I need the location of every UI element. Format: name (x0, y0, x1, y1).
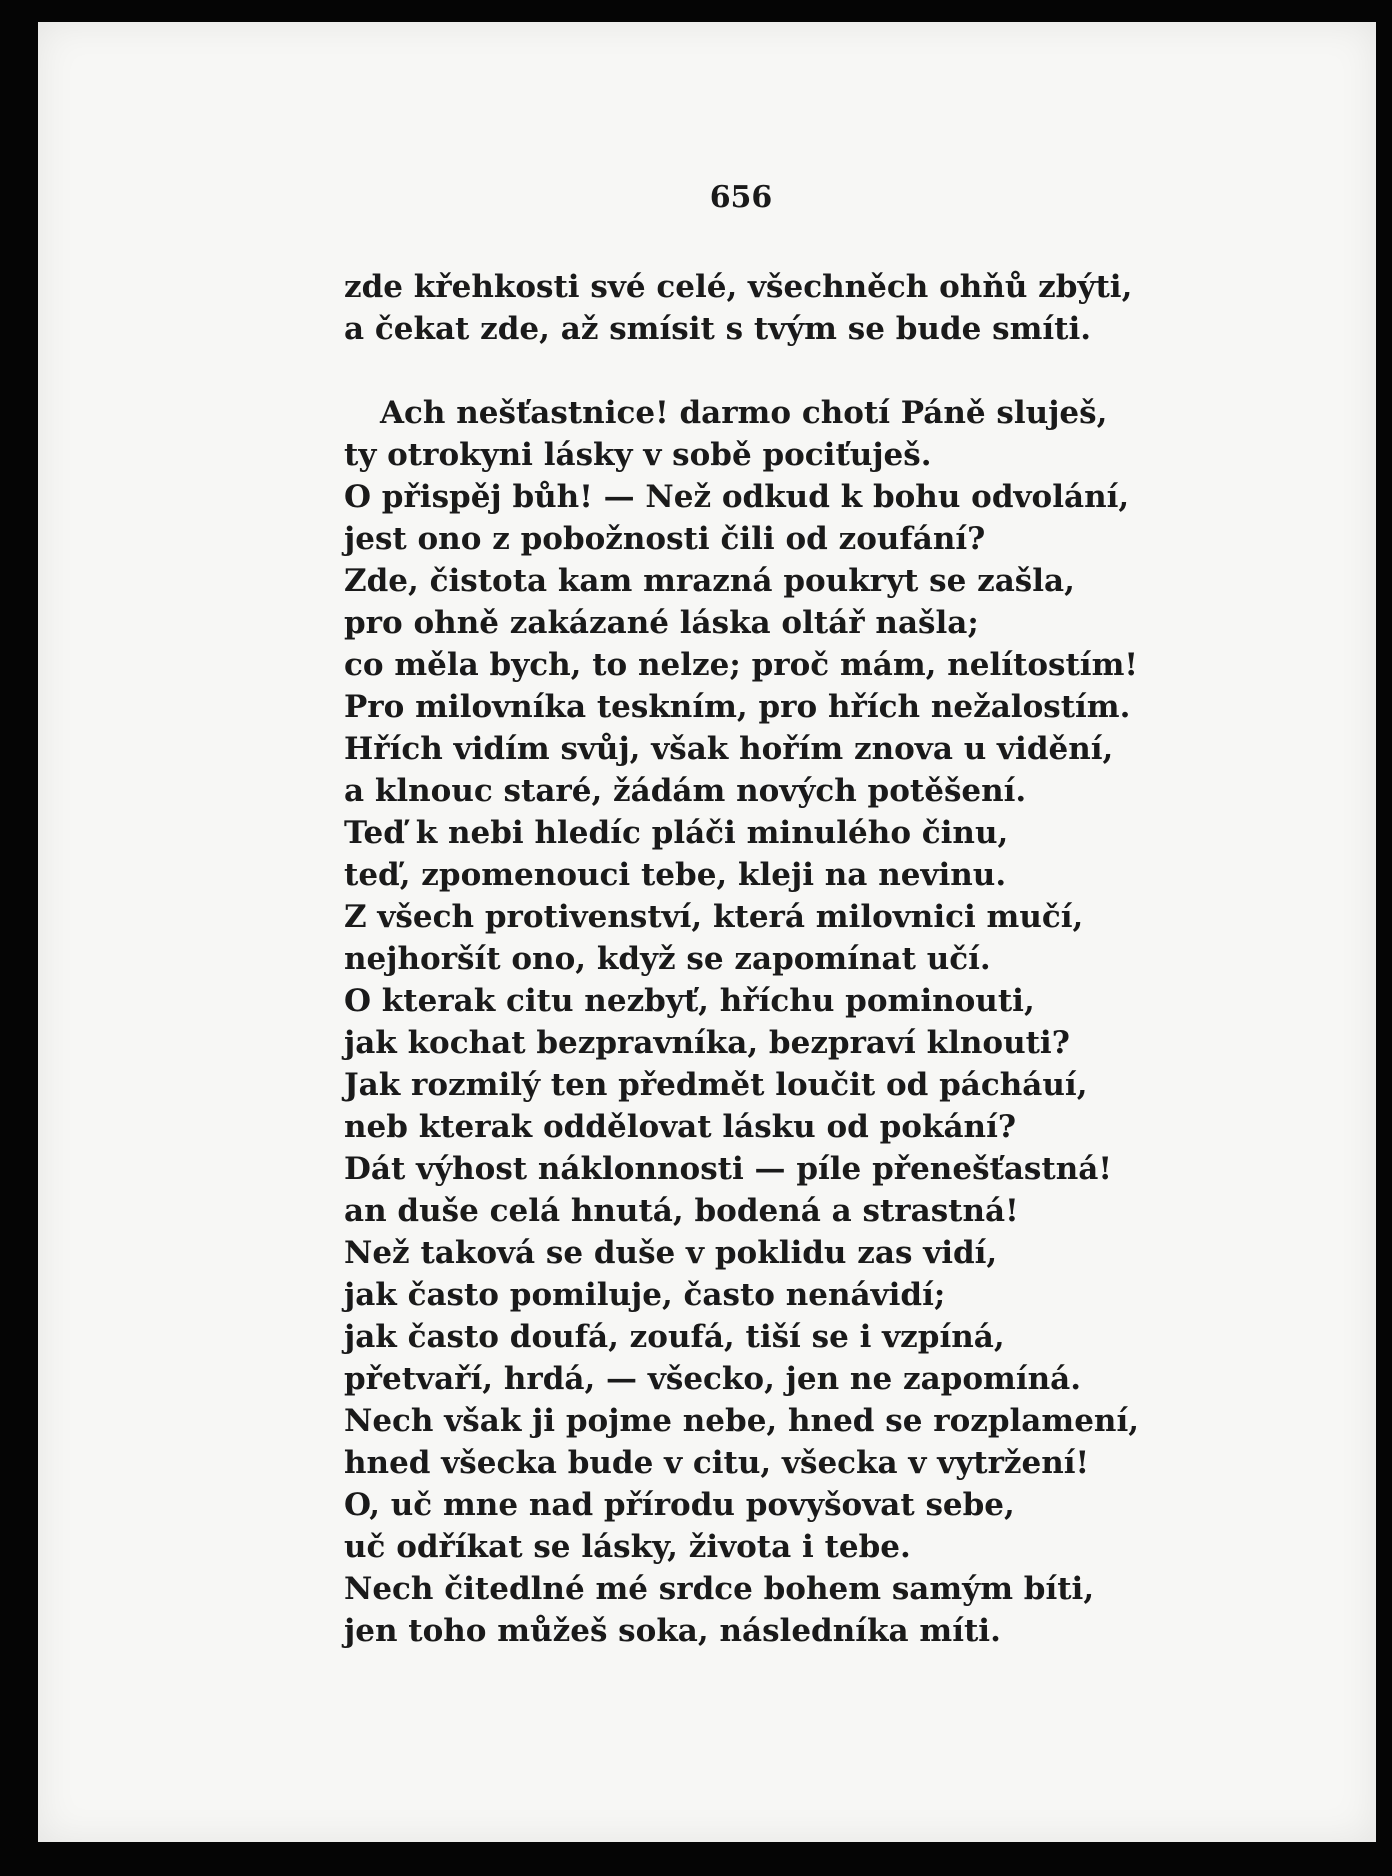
poem-line: nejhoršít ono, když se zapomínat učí. (344, 941, 991, 977)
stanza-2 (344, 392, 1164, 1652)
poem-line: pro ohně zakázané láska oltář našla; (344, 605, 979, 641)
poem-line: Nech však ji pojme nebe, hned se rozplamení, (344, 1403, 1140, 1439)
poem-line: O přispěj bůh! — Než odkud k bohu odvolání, (344, 479, 1130, 515)
poem-line: co měla bych, to nelze; proč mám, nelítostím! (344, 647, 1138, 683)
poem-line: zde křehkosti své celé, všechněch ohňů zbýti, (344, 269, 1133, 305)
poem-text (344, 266, 1164, 1652)
page-number: 656 (709, 180, 773, 215)
poem-line: an duše celá hnutá, bodená a strastná! (344, 1193, 1019, 1229)
poem-line: Jak rozmilý ten předmět loučit od pácháuí, (344, 1067, 1088, 1103)
poem-line: teď, zpomenouci tebe, kleji na nevinu. (344, 857, 1007, 893)
poem-line: Ach nešťastnice! darmo chotí Páně sluješ, (380, 395, 1108, 431)
poem-line: jak často doufá, zoufá, tiší se i vzpíná, (344, 1319, 1005, 1355)
poem-line: jen toho můžeš soka, následníka míti. (344, 1613, 1001, 1649)
poem-line: Teď k nebi hledíc pláči minulého činu, (344, 815, 1009, 851)
poem-line: Zde, čistota kam mrazná poukryt se zašla, (344, 563, 1075, 599)
poem-line: Pro milovníka teskním, pro hřích nežalostím. (344, 689, 1131, 725)
stanza-1 (344, 266, 1164, 350)
poem-line: Nech čitedlné mé srdce bohem samým bíti, (344, 1571, 1095, 1607)
poem-line: Než taková se duše v poklidu zas vidí, (344, 1235, 998, 1271)
poem-line: a klnouc staré, žádám nových potěšení. (344, 773, 1027, 809)
poem-line: Hřích vidím svůj, však hořím znova u vidění, (344, 731, 1114, 767)
poem-line: uč odříkat se lásky, života i tebe. (344, 1529, 911, 1565)
poem-line: O, uč mne nad přírodu povyšovat sebe, (344, 1487, 1015, 1523)
poem-line: Dát výhost náklonnosti — píle přenešťastná! (344, 1151, 1112, 1187)
poem-line: O kterak citu nezbyť, hříchu pominouti, (344, 983, 1035, 1019)
poem-line: a čekat zde, až smísit s tvým se bude smíti. (344, 311, 1092, 347)
poem-line: ty otrokyni lásky v sobě pociťuješ. (344, 437, 932, 473)
poem-line: jak často pomiluje, často nenávidí; (344, 1277, 946, 1313)
poem-line: jest ono z pobožnosti čili od zoufání? (344, 521, 986, 557)
poem-line: jak kochat bezpravníka, bezpraví klnouti? (344, 1025, 1070, 1061)
poem-line: Z všech protivenství, která milovnici mučí, (344, 899, 1084, 935)
poem-line: neb kterak oddělovat lásku od pokání? (344, 1109, 1017, 1145)
poem-line: hned všecka bude v citu, všecka v vytržení! (344, 1445, 1090, 1481)
poem-line: přetvaří, hrdá, — všecko, jen ne zapomíná. (344, 1361, 1082, 1397)
stanza-gap (344, 350, 1164, 392)
